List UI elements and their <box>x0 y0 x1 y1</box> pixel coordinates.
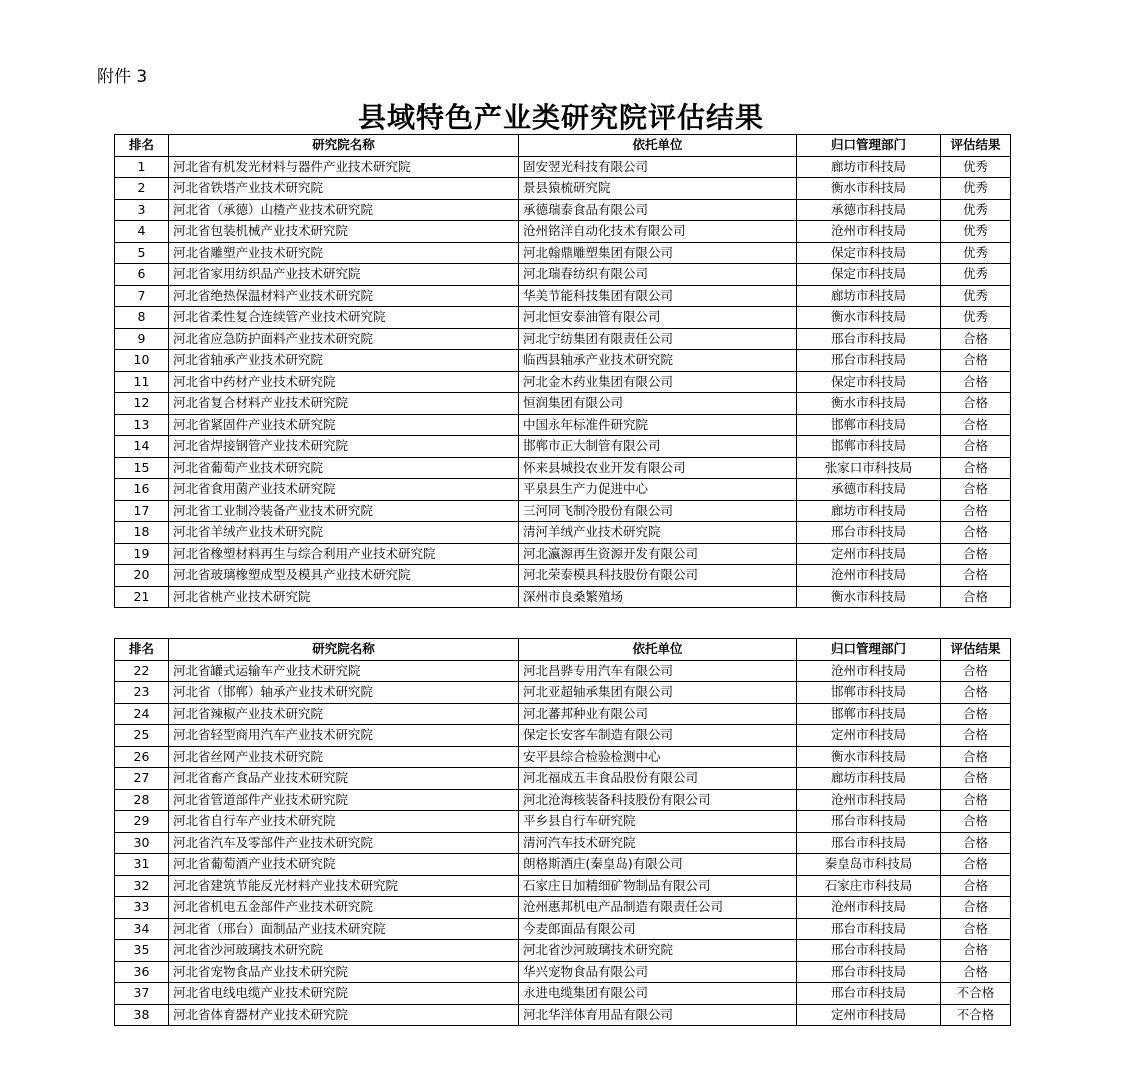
rank-cell: 9 <box>115 328 169 350</box>
table-row <box>115 371 1011 393</box>
eval-result-cell: 优秀 <box>941 264 1011 286</box>
eval-result-cell: 不合格 <box>941 983 1011 1005</box>
host-org-cell: 清河汽车技术研究院 <box>519 832 797 854</box>
eval-result-cell: 优秀 <box>941 307 1011 329</box>
rank-cell: 22 <box>115 660 169 682</box>
rank-cell: 32 <box>115 875 169 897</box>
host-org-cell: 石家庄日加精细矿物制品有限公司 <box>519 875 797 897</box>
managing-dept-cell: 张家口市科技局 <box>797 457 941 479</box>
table-row <box>115 178 1011 200</box>
rank-cell: 7 <box>115 285 169 307</box>
attachment-label: 附件 3 <box>97 67 148 87</box>
institute-name-cell: 河北省汽车及零部件产业技术研究院 <box>169 832 519 854</box>
host-org-cell: 平乡县自行车研究院 <box>519 811 797 833</box>
managing-dept-cell: 邯郸市科技局 <box>797 682 941 704</box>
institute-name-cell: 河北省（邢台）面制品产业技术研究院 <box>169 918 519 940</box>
rank-cell: 1 <box>115 156 169 178</box>
eval-result-cell: 合格 <box>941 811 1011 833</box>
rank-cell: 10 <box>115 350 169 372</box>
managing-dept-cell: 邢台市科技局 <box>797 983 941 1005</box>
host-org-cell: 固安翌光科技有限公司 <box>519 156 797 178</box>
managing-dept-cell: 定州市科技局 <box>797 725 941 747</box>
eval-result-cell: 合格 <box>941 393 1011 415</box>
managing-dept-cell: 沧州市科技局 <box>797 660 941 682</box>
managing-dept-cell: 保定市科技局 <box>797 264 941 286</box>
eval-result-cell: 合格 <box>941 479 1011 501</box>
institute-name-cell: 河北省家用纺织品产业技术研究院 <box>169 264 519 286</box>
managing-dept-cell: 廊坊市科技局 <box>797 285 941 307</box>
institute-name-cell: 河北省管道部件产业技术研究院 <box>169 789 519 811</box>
institute-name-cell: 河北省辣椒产业技术研究院 <box>169 703 519 725</box>
rank-cell: 26 <box>115 746 169 768</box>
managing-dept-cell: 衡水市科技局 <box>797 393 941 415</box>
header-rank: 排名 <box>115 639 169 661</box>
eval-result-cell: 合格 <box>941 682 1011 704</box>
rank-cell: 33 <box>115 897 169 919</box>
host-org-cell: 承德瑞泰食品有限公司 <box>519 199 797 221</box>
managing-dept-cell: 沧州市科技局 <box>797 221 941 243</box>
rank-cell: 20 <box>115 565 169 587</box>
table-row <box>115 940 1011 962</box>
managing-dept-cell: 衡水市科技局 <box>797 746 941 768</box>
institute-name-cell: 河北省轻型商用汽车产业技术研究院 <box>169 725 519 747</box>
results-table-2 <box>114 638 1011 1026</box>
institute-name-cell: 河北省柔性复合连续管产业技术研究院 <box>169 307 519 329</box>
host-org-cell: 河北亚超轴承集团有限公司 <box>519 682 797 704</box>
managing-dept-cell: 邢台市科技局 <box>797 328 941 350</box>
table-row <box>115 897 1011 919</box>
eval-result-cell: 优秀 <box>941 156 1011 178</box>
institute-name-cell: 河北省焊接钢管产业技术研究院 <box>169 436 519 458</box>
rank-cell: 25 <box>115 725 169 747</box>
managing-dept-cell: 邯郸市科技局 <box>797 436 941 458</box>
institute-name-cell: 河北省建筑节能反光材料产业技术研究院 <box>169 875 519 897</box>
host-org-cell: 华兴宠物食品有限公司 <box>519 961 797 983</box>
managing-dept-cell: 邯郸市科技局 <box>797 703 941 725</box>
table-row <box>115 479 1011 501</box>
rank-cell: 2 <box>115 178 169 200</box>
institute-name-cell: 河北省丝网产业技术研究院 <box>169 746 519 768</box>
document-title: 县域特色产业类研究院评估结果 <box>357 101 764 134</box>
managing-dept-cell: 沧州市科技局 <box>797 565 941 587</box>
rank-cell: 29 <box>115 811 169 833</box>
rank-cell: 38 <box>115 1004 169 1026</box>
managing-dept-cell: 定州市科技局 <box>797 1004 941 1026</box>
eval-result-cell: 合格 <box>941 746 1011 768</box>
host-org-cell: 保定长安客车制造有限公司 <box>519 725 797 747</box>
managing-dept-cell: 廊坊市科技局 <box>797 156 941 178</box>
institute-name-cell: 河北省自行车产业技术研究院 <box>169 811 519 833</box>
eval-result-cell: 优秀 <box>941 285 1011 307</box>
table-row <box>115 156 1011 178</box>
eval-result-cell: 合格 <box>941 768 1011 790</box>
host-org-cell: 河北省沙河玻璃技术研究院 <box>519 940 797 962</box>
table-row <box>115 832 1011 854</box>
institute-name-cell: 河北省雕塑产业技术研究院 <box>169 242 519 264</box>
eval-result-cell: 合格 <box>941 918 1011 940</box>
eval-result-cell: 合格 <box>941 543 1011 565</box>
rank-cell: 6 <box>115 264 169 286</box>
institute-name-cell: 河北省中药材产业技术研究院 <box>169 371 519 393</box>
managing-dept-cell: 保定市科技局 <box>797 371 941 393</box>
managing-dept-cell: 邢台市科技局 <box>797 832 941 854</box>
rank-cell: 36 <box>115 961 169 983</box>
eval-result-cell: 合格 <box>941 350 1011 372</box>
rank-cell: 17 <box>115 500 169 522</box>
rank-cell: 4 <box>115 221 169 243</box>
eval-result-cell: 优秀 <box>941 221 1011 243</box>
eval-result-cell: 优秀 <box>941 242 1011 264</box>
managing-dept-cell: 沧州市科技局 <box>797 789 941 811</box>
institute-name-cell: 河北省绝热保温材料产业技术研究院 <box>169 285 519 307</box>
host-org-cell: 华美节能科技集团有限公司 <box>519 285 797 307</box>
table-row <box>115 242 1011 264</box>
results-table-1 <box>114 134 1011 608</box>
table-row <box>115 983 1011 1005</box>
table-header-row <box>115 639 1011 661</box>
host-org-cell: 邯郸市正大制管有限公司 <box>519 436 797 458</box>
host-org-cell: 清河羊绒产业技术研究院 <box>519 522 797 544</box>
rank-cell: 18 <box>115 522 169 544</box>
host-org-cell: 河北瀛源再生资源开发有限公司 <box>519 543 797 565</box>
host-org-cell: 恒润集团有限公司 <box>519 393 797 415</box>
host-org-cell: 临西县轴承产业技术研究院 <box>519 350 797 372</box>
institute-name-cell: 河北省应急防护面料产业技术研究院 <box>169 328 519 350</box>
table-row <box>115 199 1011 221</box>
host-org-cell: 河北恒安泰油管有限公司 <box>519 307 797 329</box>
institute-name-cell: 河北省轴承产业技术研究院 <box>169 350 519 372</box>
host-org-cell: 今麦郎面品有限公司 <box>519 918 797 940</box>
eval-result-cell: 合格 <box>941 897 1011 919</box>
eval-result-cell: 合格 <box>941 500 1011 522</box>
rank-cell: 30 <box>115 832 169 854</box>
header-institute-name: 研究院名称 <box>169 135 519 157</box>
table-row <box>115 565 1011 587</box>
host-org-cell: 深州市良桑繁殖场 <box>519 586 797 608</box>
managing-dept-cell: 秦皇岛市科技局 <box>797 854 941 876</box>
host-org-cell: 河北昌骅专用汽车有限公司 <box>519 660 797 682</box>
table-row <box>115 350 1011 372</box>
eval-result-cell: 合格 <box>941 725 1011 747</box>
rank-cell: 27 <box>115 768 169 790</box>
host-org-cell: 中国永年标准件研究院 <box>519 414 797 436</box>
eval-result-cell: 合格 <box>941 371 1011 393</box>
table-row <box>115 682 1011 704</box>
table-row <box>115 811 1011 833</box>
institute-name-cell: 河北省工业制冷装备产业技术研究院 <box>169 500 519 522</box>
managing-dept-cell: 定州市科技局 <box>797 543 941 565</box>
table-row <box>115 746 1011 768</box>
institute-name-cell: 河北省葡萄酒产业技术研究院 <box>169 854 519 876</box>
institute-name-cell: 河北省食用菌产业技术研究院 <box>169 479 519 501</box>
table-row <box>115 264 1011 286</box>
institute-name-cell: 河北省有机发光材料与器件产业技术研究院 <box>169 156 519 178</box>
eval-result-cell: 合格 <box>941 789 1011 811</box>
header-institute-name: 研究院名称 <box>169 639 519 661</box>
eval-result-cell: 合格 <box>941 414 1011 436</box>
table-header-row <box>115 135 1011 157</box>
host-org-cell: 平泉县生产力促进中心 <box>519 479 797 501</box>
header-eval-result: 评估结果 <box>941 639 1011 661</box>
table-row <box>115 457 1011 479</box>
host-org-cell: 河北荣泰模具科技股份有限公司 <box>519 565 797 587</box>
table-row <box>115 586 1011 608</box>
header-rank: 排名 <box>115 135 169 157</box>
eval-result-cell: 合格 <box>941 436 1011 458</box>
institute-name-cell: 河北省橡塑材料再生与综合利用产业技术研究院 <box>169 543 519 565</box>
table-body <box>115 156 1011 608</box>
managing-dept-cell: 衡水市科技局 <box>797 307 941 329</box>
managing-dept-cell: 衡水市科技局 <box>797 586 941 608</box>
managing-dept-cell: 邢台市科技局 <box>797 961 941 983</box>
institute-name-cell: 河北省机电五金部件产业技术研究院 <box>169 897 519 919</box>
managing-dept-cell: 邯郸市科技局 <box>797 414 941 436</box>
eval-result-cell: 合格 <box>941 940 1011 962</box>
managing-dept-cell: 沧州市科技局 <box>797 897 941 919</box>
eval-result-cell: 合格 <box>941 565 1011 587</box>
host-org-cell: 河北福成五丰食品股份有限公司 <box>519 768 797 790</box>
rank-cell: 37 <box>115 983 169 1005</box>
eval-result-cell: 优秀 <box>941 199 1011 221</box>
header-host-org: 依托单位 <box>519 639 797 661</box>
eval-result-cell: 合格 <box>941 328 1011 350</box>
table-row <box>115 328 1011 350</box>
managing-dept-cell: 邢台市科技局 <box>797 918 941 940</box>
eval-result-cell: 合格 <box>941 875 1011 897</box>
rank-cell: 16 <box>115 479 169 501</box>
eval-result-cell: 合格 <box>941 660 1011 682</box>
host-org-cell: 朗格斯酒庄(秦皇岛)有限公司 <box>519 854 797 876</box>
rank-cell: 15 <box>115 457 169 479</box>
managing-dept-cell: 衡水市科技局 <box>797 178 941 200</box>
table-row <box>115 875 1011 897</box>
managing-dept-cell: 廊坊市科技局 <box>797 768 941 790</box>
table-row <box>115 500 1011 522</box>
managing-dept-cell: 保定市科技局 <box>797 242 941 264</box>
table-row <box>115 221 1011 243</box>
rank-cell: 35 <box>115 940 169 962</box>
institute-name-cell: 河北省玻璃橡塑成型及模具产业技术研究院 <box>169 565 519 587</box>
rank-cell: 11 <box>115 371 169 393</box>
rank-cell: 8 <box>115 307 169 329</box>
table-row <box>115 393 1011 415</box>
table-row <box>115 768 1011 790</box>
institute-name-cell: 河北省畜产食品产业技术研究院 <box>169 768 519 790</box>
eval-result-cell: 合格 <box>941 703 1011 725</box>
managing-dept-cell: 承德市科技局 <box>797 479 941 501</box>
host-org-cell: 河北翰鼎雕塑集团有限公司 <box>519 242 797 264</box>
table-row <box>115 918 1011 940</box>
host-org-cell: 河北沧海核装备科技股份有限公司 <box>519 789 797 811</box>
table-row <box>115 436 1011 458</box>
host-org-cell: 河北金木药业集团有限公司 <box>519 371 797 393</box>
host-org-cell: 河北蕃邦种业有限公司 <box>519 703 797 725</box>
header-host-org: 依托单位 <box>519 135 797 157</box>
eval-result-cell: 合格 <box>941 832 1011 854</box>
institute-name-cell: 河北省复合材料产业技术研究院 <box>169 393 519 415</box>
host-org-cell: 永进电缆集团有限公司 <box>519 983 797 1005</box>
table-row <box>115 543 1011 565</box>
rank-cell: 28 <box>115 789 169 811</box>
eval-result-cell: 合格 <box>941 854 1011 876</box>
table-row <box>115 660 1011 682</box>
managing-dept-cell: 廊坊市科技局 <box>797 500 941 522</box>
institute-name-cell: 河北省羊绒产业技术研究院 <box>169 522 519 544</box>
header-managing-dept: 归口管理部门 <box>797 135 941 157</box>
host-org-cell: 河北华洋体育用品有限公司 <box>519 1004 797 1026</box>
rank-cell: 3 <box>115 199 169 221</box>
table-row <box>115 414 1011 436</box>
rank-cell: 14 <box>115 436 169 458</box>
table-row <box>115 1004 1011 1026</box>
eval-result-cell: 合格 <box>941 522 1011 544</box>
table-row <box>115 725 1011 747</box>
rank-cell: 23 <box>115 682 169 704</box>
rank-cell: 19 <box>115 543 169 565</box>
managing-dept-cell: 邢台市科技局 <box>797 350 941 372</box>
eval-result-cell: 合格 <box>941 586 1011 608</box>
host-org-cell: 三河同飞制冷股份有限公司 <box>519 500 797 522</box>
table-row <box>115 961 1011 983</box>
managing-dept-cell: 邢台市科技局 <box>797 940 941 962</box>
managing-dept-cell: 承德市科技局 <box>797 199 941 221</box>
institute-name-cell: 河北省包装机械产业技术研究院 <box>169 221 519 243</box>
eval-result-cell: 合格 <box>941 961 1011 983</box>
table-row <box>115 703 1011 725</box>
host-org-cell: 景县猿梳研究院 <box>519 178 797 200</box>
institute-name-cell: 河北省紧固件产业技术研究院 <box>169 414 519 436</box>
managing-dept-cell: 石家庄市科技局 <box>797 875 941 897</box>
institute-name-cell: 河北省电线电缆产业技术研究院 <box>169 983 519 1005</box>
table-row <box>115 307 1011 329</box>
rank-cell: 34 <box>115 918 169 940</box>
table-row <box>115 522 1011 544</box>
managing-dept-cell: 邢台市科技局 <box>797 522 941 544</box>
institute-name-cell: 河北省罐式运输车产业技术研究院 <box>169 660 519 682</box>
institute-name-cell: 河北省（承德）山楂产业技术研究院 <box>169 199 519 221</box>
table-row <box>115 789 1011 811</box>
rank-cell: 24 <box>115 703 169 725</box>
rank-cell: 5 <box>115 242 169 264</box>
host-org-cell: 河北瑞春纺织有限公司 <box>519 264 797 286</box>
managing-dept-cell: 邢台市科技局 <box>797 811 941 833</box>
table-row <box>115 285 1011 307</box>
header-eval-result: 评估结果 <box>941 135 1011 157</box>
host-org-cell: 沧州铭洋自动化技术有限公司 <box>519 221 797 243</box>
institute-name-cell: 河北省（邯郸）轴承产业技术研究院 <box>169 682 519 704</box>
institute-name-cell: 河北省宠物食品产业技术研究院 <box>169 961 519 983</box>
rank-cell: 12 <box>115 393 169 415</box>
rank-cell: 31 <box>115 854 169 876</box>
institute-name-cell: 河北省沙河玻璃技术研究院 <box>169 940 519 962</box>
institute-name-cell: 河北省葡萄产业技术研究院 <box>169 457 519 479</box>
eval-result-cell: 合格 <box>941 457 1011 479</box>
institute-name-cell: 河北省桃产业技术研究院 <box>169 586 519 608</box>
eval-result-cell: 不合格 <box>941 1004 1011 1026</box>
rank-cell: 21 <box>115 586 169 608</box>
eval-result-cell: 优秀 <box>941 178 1011 200</box>
host-org-cell: 安平县综合检验检测中心 <box>519 746 797 768</box>
header-managing-dept: 归口管理部门 <box>797 639 941 661</box>
table-body <box>115 660 1011 1026</box>
host-org-cell: 怀来县城投农业开发有限公司 <box>519 457 797 479</box>
institute-name-cell: 河北省体育器材产业技术研究院 <box>169 1004 519 1026</box>
institute-name-cell: 河北省铁塔产业技术研究院 <box>169 178 519 200</box>
rank-cell: 13 <box>115 414 169 436</box>
host-org-cell: 沧州惠邦机电产品制造有限责任公司 <box>519 897 797 919</box>
table-row <box>115 854 1011 876</box>
host-org-cell: 河北宁纺集团有限责任公司 <box>519 328 797 350</box>
